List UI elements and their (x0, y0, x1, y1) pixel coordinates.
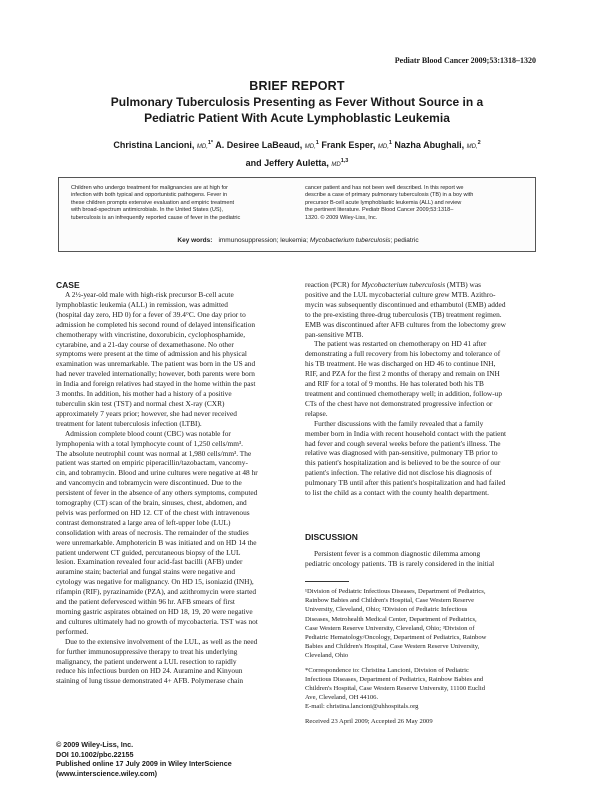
author-affiliation-mark: 1 (388, 140, 392, 146)
body-line: treatment and continued chemotherapy well; in addition, follow-up (305, 388, 503, 398)
body-line: and the patient defervesced within 96 hr. AFB smears of first (56, 597, 235, 607)
footer-line: © 2009 Wiley-Liss, Inc. (56, 740, 134, 749)
abstract-left-column (71, 185, 293, 222)
author-line (80, 137, 514, 155)
abstract-line: tuberculosis is an infrequently reported cause of fever in the pediatric (71, 214, 241, 221)
body-line: admission he completed his second round of delayed intensification (56, 319, 256, 329)
correspondence-line: Children's Hospital, Case Western Reserve University, 11100 Euclid (305, 685, 485, 693)
body-line: patient underwent CT guided, percutaneous biopsy of the LUL (56, 547, 241, 557)
author-affiliation-mark: 1* (207, 140, 214, 146)
publication-footer (56, 740, 232, 778)
body-line: Further discussions with the family revealed that a family (314, 418, 484, 428)
body-line: demonstrating a full recovery from his lobectomy and tolerance of (305, 349, 501, 359)
body-line: treatment for latent tuberculosis infection (LTBI). (56, 418, 202, 428)
body-line: for further immunosuppressive therapy to treat his underlying (56, 646, 238, 656)
footer-line: DOI 10.1002/pbc.22155 (56, 749, 134, 759)
author-degree: MD, (466, 144, 478, 150)
body-line: and cultures ultimately had no growth of mycobacteria. TST was not (56, 616, 258, 626)
body-line: tomography (CT) scan of the brain, sinuses, chest, abdomen, and (56, 498, 247, 508)
affiliation-line: Cleveland, Ohio (305, 652, 349, 660)
body-line: examination was unremarkable. The patient was born in the US and (56, 359, 256, 369)
body-line: had fever and cough several weeks before the patient's illness. The (305, 438, 501, 448)
article-title (80, 95, 514, 126)
abstract-line: describe a case of primary pulmonary tuberculosis (TB) in a boy with (305, 192, 474, 199)
body-line: to list the child as a contact with the county health department. (305, 488, 489, 498)
correspondence-line: E-mail: christina.lancioni@uhhospitals.org (305, 703, 419, 711)
body-line: A 2½-year-old male with high-risk precursor B-cell acute (65, 290, 234, 299)
body-line: patient's infection. The relative did not disclose his diagnosis of (305, 468, 492, 478)
abstract-right-column (305, 185, 527, 222)
body-line: in India and foreign relatives had stayed in the home within the past (56, 379, 256, 389)
body-line: relapse. (305, 408, 328, 418)
body-line: cytarabine, and a 21-day course of dexamethasone. No other (56, 339, 234, 349)
author-degree: MD, (196, 144, 208, 150)
body-line: this patient's hospitalization and is believed to be the source of our (305, 458, 501, 468)
body-line: Persistent fever is a common diagnostic dilemma among (314, 549, 481, 558)
body-line: lymphoblastic leukemia (ALL) in remission, was admitted (56, 299, 228, 309)
species-name: Mycobacterium tuberculosis (309, 237, 391, 244)
discussion-heading: DISCUSSION (305, 532, 358, 542)
body-line: reduce his infectious burden on HD 24. Auramine and Kinyoun (56, 666, 243, 676)
author-degree: MD, (377, 144, 389, 150)
body-line: lymphopenia with a total lymphocyte count of 1,250 cells/mm³. (56, 438, 243, 448)
author-list (80, 137, 514, 172)
body-line: relative was diagnosed with pan-sensitive, pulmonary TB prior to (305, 448, 498, 458)
keywords (59, 237, 537, 244)
affiliation-line: University, Cleveland, Ohio; ²Division of Pediatric Infectious (305, 606, 468, 614)
body-line: pulmonary TB until after this patient's hospitalization and had failed (305, 478, 506, 488)
author: Nazha Abughali, MD,$^2$ (391, 140, 481, 150)
body-line: approximately 7 years prior; however, she had never received (56, 408, 237, 418)
body-line: cin, and tobramycin. Blood and urine cultures were negative at 48 hr (56, 468, 258, 478)
body-line: member born in India with recent household contact with the patient (305, 428, 507, 438)
body-line: morning gastric aspirates obtained on HD 18, 19, 20 were negative (56, 607, 253, 616)
author-degree: MD (331, 161, 341, 168)
body-line: symptoms were present at the time of admission and his physical (56, 349, 247, 359)
correspondence-line: Infectious Diseases, Department of Pediatrics, Rainbow Babies and (305, 675, 484, 683)
body-line: rifampin (RIF), pyrazinamide (PZA), and azithromycin were started (56, 587, 257, 597)
abstract-line: 1320. © 2009 Wiley-Liss, Inc. (305, 214, 378, 221)
correspondence-line: *Correspondence to: Christina Lancioni, Division of Pediatric (305, 666, 469, 674)
received-dates: Received 23 April 2009; Accepted 26 May 2009 (305, 717, 433, 725)
author-affiliation-mark: 1 (315, 140, 319, 146)
body-line: cytology was negative for malignancy. On HD 15, isoniazid (INH), (56, 577, 254, 587)
author: A. Desiree LaBeaud, MD,$^1$ (213, 140, 319, 150)
correspondence-line: Ave, Cleveland, OH 44106. (305, 694, 379, 702)
body-line: Admission complete blood count (CBC) was notable for (65, 428, 231, 438)
title-line: Pulmonary Tuberculosis Presenting as Fever Without Source in a (110, 95, 484, 109)
body-line: (hospital day zero, HD 0) for a fever of 39.4°C. One day prior to (56, 309, 246, 319)
affiliations-footnote (305, 587, 538, 726)
body-line: 3 months. In addition, his mother had a history of a positive (56, 389, 232, 399)
body-line: staining of lung tissue demonstrated 4+ AFB. Polymerase chain (56, 676, 244, 686)
section-label: BRIEF REPORT (249, 79, 345, 93)
affiliation-line: ¹Division of Pediatric Infectious Diseases, Department of Pediatrics, (305, 588, 486, 595)
author: Frank Esper, MD,$^1$ (318, 140, 392, 150)
author: Christina Lancioni, MD,$^{1*}$ (113, 140, 214, 150)
affiliation-line: Case Western Reserve University, Cleveland, Ohio; ³Division of (305, 624, 475, 632)
body-line: The absolute neutrophil count was normal at 1,980 cells/mm³. The (56, 448, 252, 458)
affiliation-line: Rainbow Babies and Children's Hospital, Case Western Reserve (305, 597, 475, 605)
keywords-label: Key words: (177, 237, 213, 244)
body-line: pelvis was performed on HD 12. CT of the chest with intravenous (56, 507, 250, 517)
body-line: mycin was subsequently discontinued and ethambutol (EMB) added (305, 299, 506, 309)
body-line: malignancy, the patient underwent a LUL resection to rapidly (56, 656, 237, 666)
footer-line: (www.interscience.wiley.com) (56, 768, 158, 778)
body-line: consolidation with areas of necrosis. The remainder of the studies (56, 527, 249, 537)
author-affiliation-mark: 2 (477, 140, 481, 146)
body-line: had never traveled internationally; however, both parents were born (56, 369, 255, 379)
affiliation-line: Babies and Children's Hospital, Case Western Reserve University, (305, 643, 480, 651)
author: and Jeffery Auletta, MD$^{1,3}$ (245, 157, 349, 168)
body-line: patient was started on empiric piperacillin/tazobactam, vancomy- (56, 458, 248, 468)
author-line (80, 155, 514, 173)
body-line: his TB treatment. He was discharged on HD 46 to continue INH, (305, 359, 496, 369)
body-line: were unremarkable. Amphotericin B was initiated and on HD 14 the (56, 537, 257, 547)
abstract-line: Children who undergo treatment for malignancies are at high for (71, 185, 228, 191)
body-line: performed. (56, 626, 89, 636)
abstract-line: cancer patient and has not been well described. In this report we (305, 185, 464, 191)
discussion-body (305, 549, 538, 569)
body-line: CTs of the chest have not demonstrated progressive infection or (305, 398, 493, 408)
body-line: and RIF for a total of 9 months. He has tolerated both his TB (305, 379, 484, 389)
case-body (56, 290, 289, 686)
right-column-body (305, 280, 538, 498)
abstract-line: these children prompts extensive evaluation and empiric treatment (71, 199, 235, 206)
author-degree: MD, (304, 144, 316, 150)
footnote-divider (305, 581, 349, 582)
abstract-line: infection with both typical and opportunistic pathogens. Fever in (71, 192, 228, 199)
affiliation-line: Diseases, Metrohealth Medical Center, Department of Pediatrics, (305, 615, 477, 623)
body-line: chemotherapy with vincristine, doxorubicin, cyclophosphamide, (56, 329, 246, 339)
abstract-line: the pertinent literature. Pediatr Blood Cancer 2009;53:1318– (305, 207, 454, 214)
title-line: Pediatric Patient With Acute Lymphoblastic Leukemia (144, 110, 450, 125)
author-affiliation-mark: 1,3 (340, 157, 349, 164)
body-line: contrast demonstrated a large area of left-upper lobe (LUL) (56, 517, 231, 527)
body-line: reaction (PCR) for Mycobacterium tuberculosis (MTB) was (305, 280, 481, 289)
abstract-line: with broad-spectrum antimicrobials. In the United States (US), (71, 207, 223, 214)
body-line: and vancomycin and tobramycin were discontinued. Due to the (56, 478, 242, 488)
footer-line: Published online 17 July 2009 in Wiley InterScience (56, 759, 232, 769)
body-line: auramine stain; bacterial and fungal stains were negative and (56, 567, 236, 577)
case-heading: CASE (56, 280, 80, 290)
abstract-line: precursor B-cell acute lymphoblastic leukemia (ALL) and review (305, 199, 462, 206)
body-line: lesion. Examination revealed four acid-fast bacilli (AFB) under (56, 557, 243, 567)
body-line: EMB was discontinued after AFB cultures from the lobectomy grew (305, 319, 506, 329)
body-line: The patient was restarted on chemotherapy on HD 41 after (314, 339, 487, 349)
body-line: tuberculin skin test (TST) and normal chest X-ray (CXR) (56, 398, 225, 408)
abstract-box (58, 177, 536, 252)
affiliation-line: Pediatric Hematology/Oncology, Department of Pediatrics, Rainbow (305, 634, 487, 642)
body-line: to the pre-existing three-drug tuberculosis (TB) treatment regimen. (305, 309, 502, 319)
body-line: RIF, and PZA for the first 2 months of therapy and remain on INH (305, 369, 500, 379)
body-line: pan-sensitive MTB. (305, 329, 364, 339)
keywords-text: immunosuppression; leukemia; Mycobacterium tuberculosis; pediatric (218, 237, 419, 244)
body-line: pediatric oncology patients. TB is rarely considered in the initial (305, 558, 495, 568)
body-line: Due to the extensive involvement of the LUL, as well as the need (65, 636, 258, 646)
journal-reference: Pediatr Blood Cancer 2009;53:1318–1320 (394, 56, 536, 65)
body-line: positive and the LUL mycobacterial culture grew MTB. Azithro- (305, 289, 496, 299)
species-name: Mycobacterium tuberculosis (361, 280, 446, 289)
body-line: persistent of fever in the absence of any others symptoms, computed (56, 488, 258, 498)
